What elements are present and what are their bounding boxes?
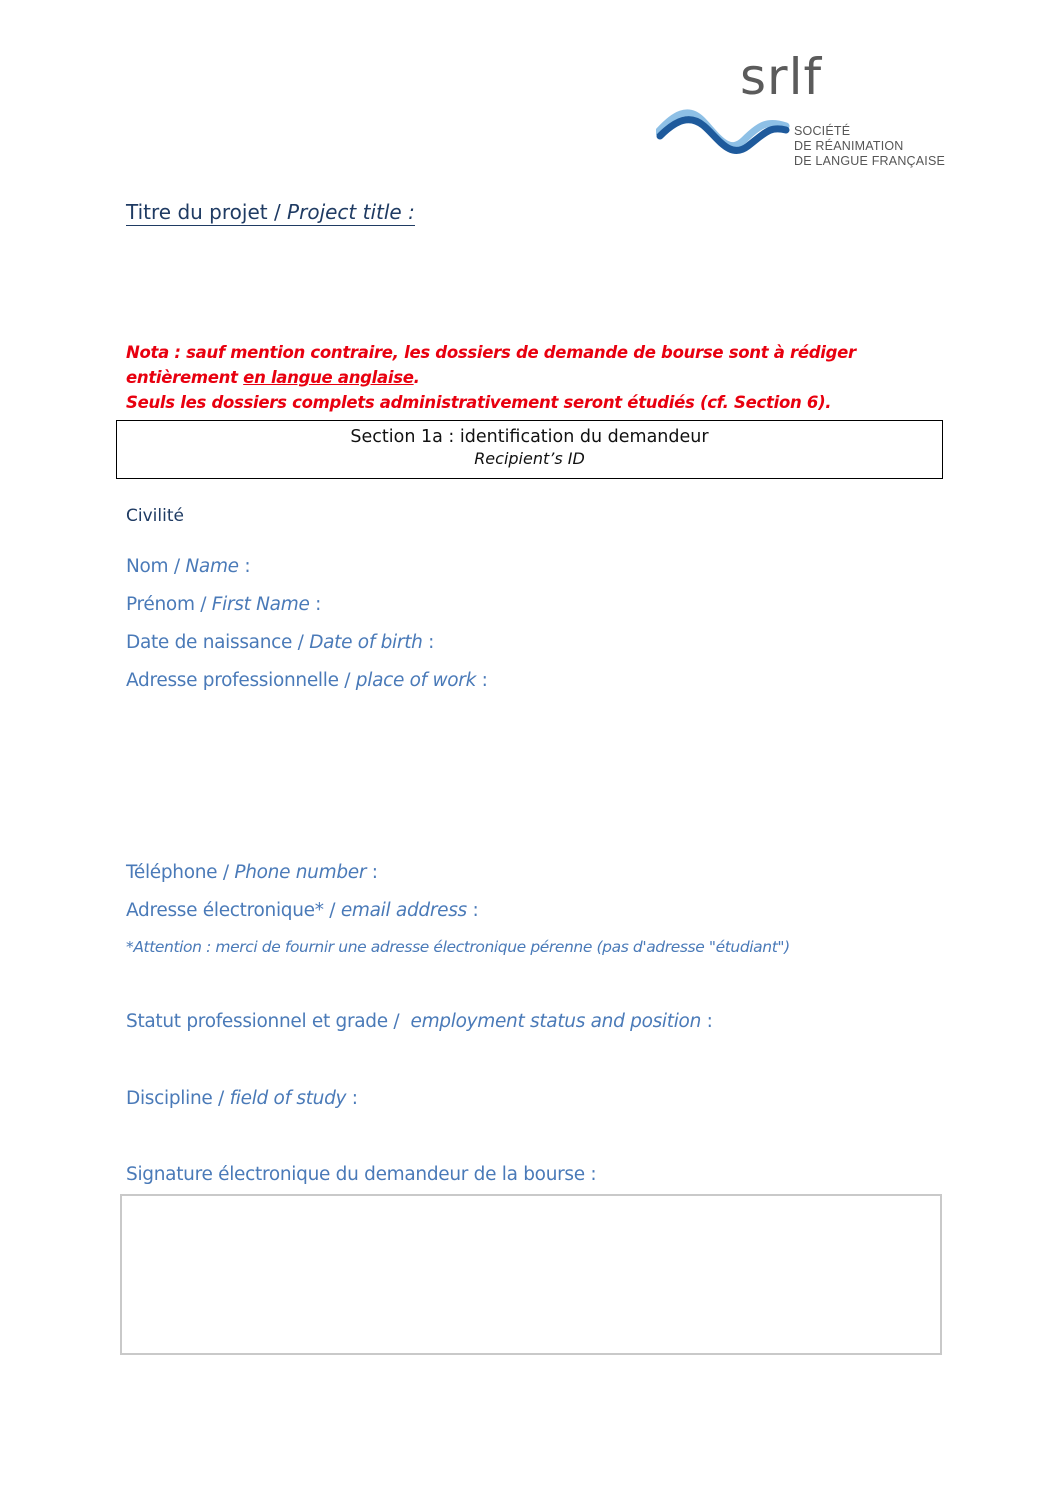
logo-subtitle-line: SOCIÉTÉ xyxy=(794,124,851,138)
section-title: Section 1a : identification du demandeur xyxy=(350,427,709,447)
field-label-suffix: : xyxy=(422,632,435,653)
field-label-en: Date of birth xyxy=(309,632,423,653)
nota-underlined-text: en langue anglaise xyxy=(243,368,414,387)
nota-line-1: Nota : sauf mention contraire, les dossiers de demande de bourse sont à rédiger xyxy=(126,343,856,362)
field-email xyxy=(126,900,478,921)
field-employment-status xyxy=(126,1011,713,1032)
field-place-of-work xyxy=(126,670,488,691)
field-label-suffix: : xyxy=(366,862,378,883)
nota-line-2-suffix: . xyxy=(413,368,420,387)
project-title-en: Project title : xyxy=(287,200,415,224)
field-label-en: Name xyxy=(185,556,239,577)
logo-subtitle-line: DE RÉANIMATION xyxy=(794,139,904,153)
nota-line-2-prefix: entièrement xyxy=(126,368,244,387)
field-label-fr: Discipline / xyxy=(126,1088,230,1109)
field-discipline xyxy=(126,1088,358,1109)
field-signature-label: Signature électronique du demandeur de la bourse : xyxy=(126,1164,597,1185)
section-subtitle: Recipient’s ID xyxy=(474,449,585,468)
field-label-suffix: : xyxy=(238,556,251,577)
field-label-suffix: : xyxy=(476,670,488,691)
field-label-suffix: : xyxy=(346,1088,358,1109)
srlf-logo xyxy=(656,48,946,180)
signature-box[interactable] xyxy=(120,1194,942,1355)
project-title xyxy=(126,200,415,226)
field-label-fr: Nom / xyxy=(126,556,186,577)
field-label-fr: Prénom / xyxy=(126,594,212,615)
field-label-en: First Name xyxy=(211,594,310,615)
field-label-fr: Date de naissance / xyxy=(126,632,310,653)
nota-line-2 xyxy=(126,365,946,390)
field-label-en: email address xyxy=(340,900,467,921)
field-date-of-birth xyxy=(126,632,434,653)
nota-notice xyxy=(126,340,946,415)
email-attention-note: *Attention : merci de fournir une adresse électronique pérenne (pas d'adresse "étudiant") xyxy=(126,938,790,956)
logo-subtitle-line: DE LANGUE FRANÇAISE xyxy=(794,154,946,168)
field-name xyxy=(126,556,250,577)
field-label-fr: Statut professionnel et grade / xyxy=(126,1011,411,1032)
field-label-fr: Téléphone / xyxy=(126,862,235,883)
nota-line-3: Seuls les dossiers complets administrativement seront étudiés (cf. Section 6). xyxy=(126,393,832,412)
project-title-fr: Titre du projet / xyxy=(126,200,281,224)
field-phone xyxy=(126,862,378,883)
logo-wordmark: srlf xyxy=(740,48,823,106)
field-label-suffix: : xyxy=(309,594,322,615)
field-first-name xyxy=(126,594,321,615)
logo-subtitle xyxy=(794,124,945,169)
civilite-heading: Civilité xyxy=(126,506,184,526)
field-label-en: employment status and position xyxy=(410,1011,702,1032)
field-label-suffix: : xyxy=(701,1011,713,1032)
field-label-fr: Adresse électronique* / xyxy=(126,900,341,921)
field-label-suffix: : xyxy=(466,900,479,921)
field-label-en: field of study xyxy=(229,1088,347,1109)
field-label-en: place of work xyxy=(355,670,477,691)
field-label-fr: Adresse professionnelle / xyxy=(126,670,356,691)
field-label-en: Phone number xyxy=(234,862,367,883)
section-header-box xyxy=(116,420,943,479)
